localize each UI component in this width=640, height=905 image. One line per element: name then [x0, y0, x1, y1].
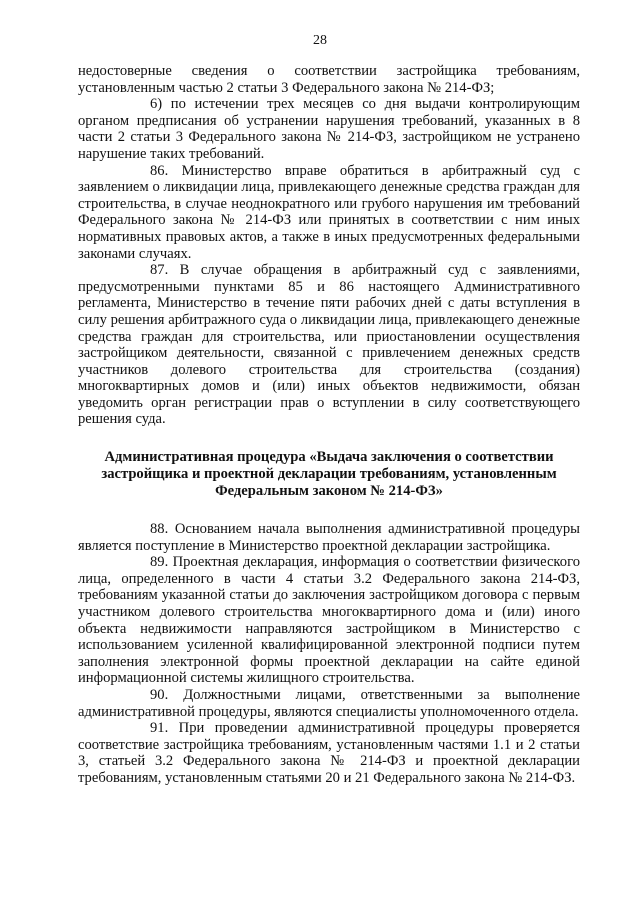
paragraph-number: 6) [150, 96, 163, 113]
page-number: 28 [313, 33, 327, 48]
paragraph-text: недостоверные сведения о соответствии застройщика требованиям, установленным частью 2 статьи 3 Федерального закона № 214-ФЗ; [78, 63, 580, 96]
paragraph-number: 91. [150, 720, 169, 737]
paragraph-91 [78, 720, 580, 786]
paragraph-88 [78, 521, 580, 554]
paragraph-text: В случае обращения в арбитражный суд с заявлениями, предусмотренными пунктами 85 и 86 настоящего Административного регламента, Министерство в течение пяти рабочих дней с даты вступления в силу решения арбитражного суда о ликвидации лица, привлекающего денежные средства граждан для строительства, или приостановлении осуществления застройщиком деятельности, связанной с привлечением денежных средств участников долевого строительства для строительства (создания) многоквартирных домов и (или) иных объектов недвижимости, обязан уведомить орган регистрации прав о вступлении в силу соответствующего решения суда. [78, 262, 580, 428]
paragraph-text: Министерство вправе обратиться в арбитражный суд с заявлением о ликвидации лица, привлекающего денежные средства граждан для строительства, в случае неоднократного или грубого нарушения им требований Федерального закона № 214-ФЗ или принятых в соответствии с ним иных нормативных правовых актов, а также в иных предусмотренных федеральными законами случаях. [78, 162, 580, 262]
paragraph-86 [78, 163, 580, 263]
paragraph-number: 87. [150, 262, 169, 279]
paragraph-number: 88. [150, 521, 169, 538]
paragraph-text: Основанием начала выполнения административной процедуры является поступление в Министерство проектной декларации застройщика. [78, 521, 580, 554]
section-heading: Административная процедура «Выдача заключения о соответствии застройщика и проектной декларации требованиям, установленным Федеральным законом № 214-ФЗ» [101, 449, 557, 500]
paragraph-text: Проектная декларация, информация о соответствии физического лица, определенного в части 4 статьи 3.2 Федерального закона 214-ФЗ, требованиям указанной статьи до заключения застройщиком договора с первым участником долевого строительства многоквартирного дома и (или) иного объекта недвижимости направляются застройщиком в Министерство с использованием усиленной квалифицированной электронной подписи путем заполнения электронной формы проектной декларации на сайте единой информационной системы жилищного строительства. [78, 554, 580, 687]
paragraph-87 [78, 262, 580, 428]
document-body [78, 63, 580, 787]
paragraph-number: 90. [150, 687, 169, 703]
paragraph-number: 86. [150, 162, 169, 179]
paragraph-text: Должностными лицами, ответственными за выполнение административной процедуры, являются специалисты уполномоченного отдела. [78, 687, 580, 720]
paragraph-text: При проведении административной процедуры проверяется соответствие застройщика требованиям, установленным частями 1.1 и 2 статьи 3, статьей 3.2 Федерального закона № 214-ФЗ и проектной декларации требованиям, установленным статьями 20 и 21 Федерального закона № 214-ФЗ. [78, 720, 580, 786]
paragraph-90 [78, 687, 580, 720]
paragraph-number: 89. [150, 554, 169, 571]
paragraph-89 [78, 554, 580, 687]
paragraph-continuation [78, 63, 580, 96]
paragraph-item-6 [78, 96, 580, 162]
paragraph-text: по истечении трех месяцев со дня выдачи контролирующим органом предписания об устранении нарушения требований, указанных в 8 части 2 статьи 3 Федерального закона № 214-ФЗ, застройщиком не устранено нарушение таких требований. [78, 96, 580, 162]
